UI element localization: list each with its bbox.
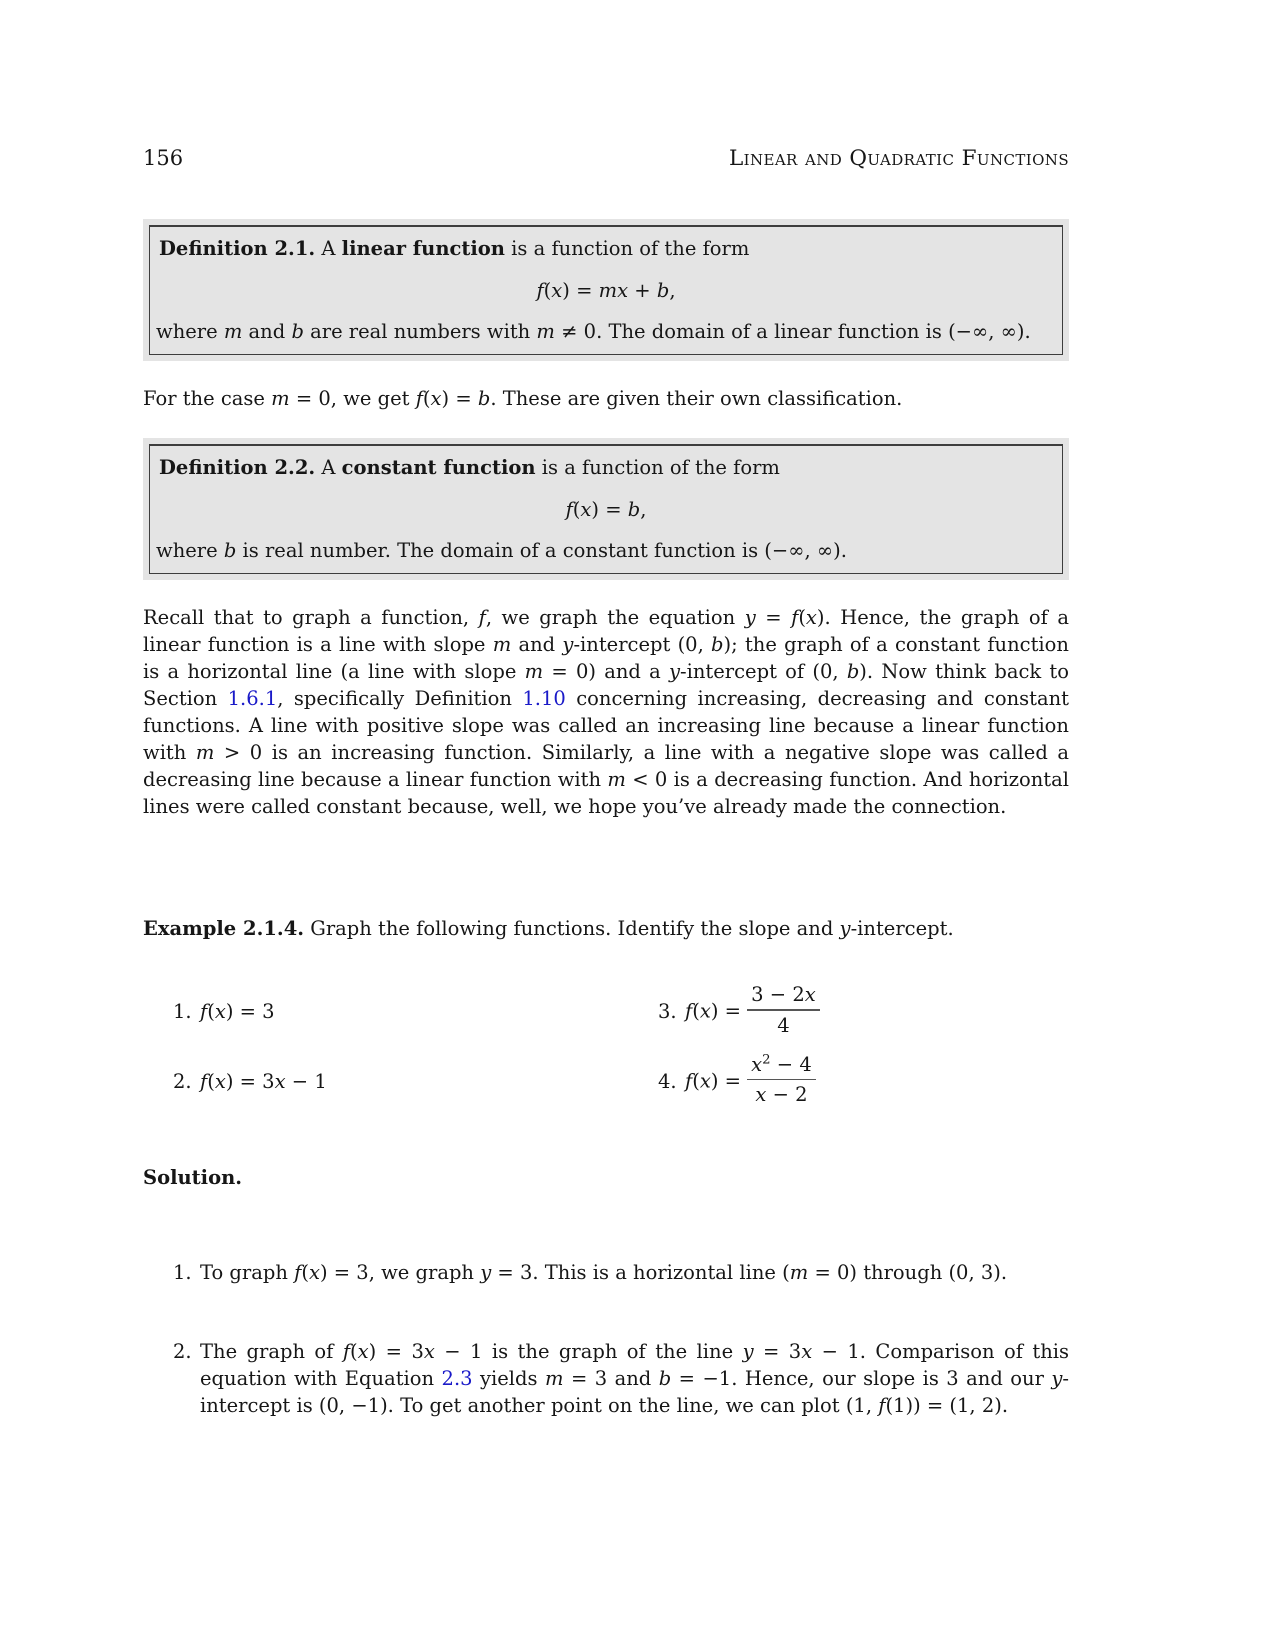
fraction-denominator [747,1082,816,1107]
definition-box-2-1 [143,219,1069,361]
math-variable: f [878,1394,886,1417]
text-run: − 1 is the graph of the line [434,1340,743,1363]
fraction-numerator [747,1052,816,1077]
fraction-bar [747,1009,820,1011]
math-variable: f [685,1068,693,1092]
text-run: concerning increasing, decreasing and constant functions. A line with positive slope was called an increasing line because a linear function with [143,687,1069,764]
text-run: Definition 2.1. [159,237,316,260]
math-variable: x [308,1261,320,1284]
text-run: ≠ 0. The domain of a linear function is (−∞, ∞). [554,320,1031,343]
problem-expression [200,998,275,1025]
math-variable: b [477,387,491,410]
text-run: − 2 [766,1083,808,1106]
problem-expression [685,1054,816,1110]
text-run: is a function of the form [535,456,780,479]
math-variable: x [801,1340,813,1363]
fraction-denominator [747,1013,820,1038]
text-run: , [640,498,647,521]
math-variable: x [755,1083,767,1106]
text-run: ) = [591,498,628,521]
cross-reference-link[interactable]: 1.10 [522,687,566,710]
math-variable: x [699,1068,711,1092]
math-variable: y [562,633,574,656]
math-variable: x [751,1052,763,1076]
problem-expression [200,1068,327,1095]
math-variable: y [480,1261,492,1284]
math-variable: f [200,1000,208,1024]
text-run: -intercept of (0, [680,660,847,683]
math-variable: f [478,606,486,629]
definition-2-1-title [156,235,1056,262]
math-variable: m [789,1261,809,1284]
math-variable: x [423,1340,435,1363]
text-run: yields [472,1367,545,1390]
fraction [747,1052,816,1108]
problem-item-1 [143,998,643,1025]
definition-box-2-2 [143,438,1069,580]
text-run: ( [422,387,431,410]
text-run: -intercept. [850,917,954,940]
definition-box-2-2-frame [149,444,1063,574]
text-run: = 0, we get [289,387,416,410]
definition-box-2-1-frame [149,225,1063,355]
text-run: + [628,279,657,302]
math-variable: b [223,539,237,562]
problem-item-3 [643,984,1069,1040]
math-variable: y [1051,1367,1063,1390]
text-run: ) = 3 [225,1069,275,1093]
math-variable: m [271,387,290,410]
text-run: ) = [710,999,748,1023]
math-variable: x [357,1340,369,1363]
text-run: − 1 [285,1069,327,1093]
math-variable: m [223,320,243,343]
math-variable: b [658,1367,672,1390]
solution-item-text [200,1259,1069,1286]
text-run: are real numbers with [303,320,537,343]
solution-item-number: 2. [173,1340,192,1363]
text-run: The graph of [200,1340,343,1363]
solution-item-number: 1. [173,1261,192,1284]
math-variable: m [545,1367,564,1390]
text-run: ) = [562,279,599,302]
math-variable: x [214,1000,226,1024]
cross-reference-link[interactable]: 1.6.1 [227,687,278,710]
text-run: = [755,606,792,629]
text-run: ) = 3, we graph [319,1261,481,1284]
math-variable: mx [598,279,629,302]
text-run: Recall that to graph a function, [143,606,479,629]
text-run: 2 [762,1052,771,1067]
text-run: ( [350,1340,358,1363]
definition-2-1-body [156,318,1056,345]
math-variable: x [804,983,816,1006]
problems-list [143,984,1069,1109]
text-run: − 1. Comparison of this equation with Equation [200,1340,1069,1390]
solution-heading: Solution. [143,1166,243,1189]
text-run: ( [798,606,806,629]
problem-item-4 [643,1054,1069,1110]
text-run: . These are given their own classification. [490,387,903,410]
text-run: is real number. The domain of a constant function is (−∞, ∞). [236,539,847,562]
text-run: = 3 [753,1340,802,1363]
math-variable: f [685,999,693,1023]
math-variable: b [846,660,860,683]
definition-2-2-body [156,537,1056,564]
math-variable: x [580,498,592,521]
text-run: (1)) = (1, 2). [885,1394,1009,1417]
math-variable: b [711,633,724,656]
text-run: Definition 2.2. [159,456,316,479]
math-variable: m [607,768,626,791]
problem-number: 1. [173,1000,192,1024]
math-variable: f [791,606,799,629]
text-run: ). Now think back to Section [143,660,1069,710]
math-variable: f [565,498,573,521]
text-run: ( [207,1069,215,1093]
text-run: ( [692,1068,700,1092]
math-variable: b [627,498,641,521]
math-variable: x [699,999,711,1023]
math-variable: x [274,1069,286,1093]
text-run: -intercept (0, [573,633,712,656]
math-variable: x [430,387,442,410]
math-variable: f [200,1069,208,1093]
math-variable: m [492,633,512,656]
text-run: , specifically Definition [277,687,523,710]
math-variable: f [415,387,423,410]
text-run: Example 2.1.4. [143,917,305,940]
math-variable: y [742,1340,754,1363]
paragraph-recall [143,604,1069,820]
text-run: ) = [441,387,478,410]
text-run: ). Hence, the graph of a linear function is a line with slope [143,606,1069,656]
text-run: − 4 [770,1052,812,1076]
running-title: Linear and Quadratic Functions [728,146,1069,171]
text-run: constant function [341,456,536,479]
math-variable: y [744,606,756,629]
math-variable: x [805,606,817,629]
math-variable: f [294,1261,302,1284]
text-run: ) = 3 [368,1340,424,1363]
text-run: ) = 3 [225,1000,275,1024]
text-run: = 3. This is a horizontal line ( [491,1261,790,1284]
text-run: = 3 and [563,1367,659,1390]
math-variable: m [524,660,544,683]
text-run: 4 [777,1013,790,1037]
text-run: A [315,456,342,479]
text-run: ( [572,498,581,521]
math-variable: y [839,917,851,940]
math-variable: m [195,741,215,764]
page-number: 156 [143,146,184,170]
text-run: and [242,320,292,343]
math-variable: x [214,1069,226,1093]
definition-2-2-equation [156,496,1056,523]
fraction [747,982,820,1038]
definition-2-2-title [156,454,1056,481]
page-header [143,145,1069,172]
problem-number: 3. [658,1000,677,1024]
text-run: ( [301,1261,309,1284]
text-run: To graph [200,1261,295,1284]
text-run: is a function of the form [504,237,750,260]
textbook-page [143,0,1069,1419]
text-run: > 0 is an increasing function. Similarly, a line with a negative slope was called a decreasing line because a linear function with [143,741,1069,791]
text-run: where [156,539,224,562]
math-variable: b [656,279,670,302]
math-variable: m [536,320,555,343]
text-run: Graph the following functions. Identify the slope and [304,917,840,940]
text-run: = −1. Hence, our slope is 3 and our [671,1367,1052,1390]
text-run: A [315,237,342,260]
problem-expression [685,984,820,1040]
example-heading [143,915,1069,942]
definition-2-1-equation [156,277,1056,304]
math-variable: f [342,1340,351,1363]
fraction-bar [747,1079,816,1081]
problem-item-2 [143,1068,643,1095]
solution-item-text [200,1338,1069,1419]
text-run: ) = [710,1068,748,1092]
text-run: , we graph the equation [485,606,745,629]
text-run: ( [207,1000,215,1024]
math-variable: f [536,279,544,302]
text-run: = 0) and a [543,660,670,683]
text-run: , [669,279,676,302]
fraction-numerator [747,982,820,1007]
problem-number: 4. [658,1069,677,1093]
text-run: = 0) through (0, 3). [808,1261,1008,1284]
text-run: For the case [143,387,272,410]
text-run: where [156,320,224,343]
text-run: 3 − 2 [751,983,805,1006]
text-run: -intercept is (0, −1). To get another point on the line, we can plot (1, [200,1367,1069,1417]
text-run: ); the graph of a constant function is a horizontal line (a line with slope [143,633,1069,683]
text-run: ( [543,279,552,302]
text-run: linear function [341,237,505,260]
math-variable: b [291,320,304,343]
problem-number: 2. [173,1069,192,1093]
text-run: ( [692,999,700,1023]
solution-item-1 [143,1259,1069,1286]
solution-item-2 [143,1338,1069,1419]
math-variable: y [669,660,681,683]
cross-reference-link[interactable]: 2.3 [441,1367,473,1390]
math-variable: x [551,279,563,302]
paragraph-constant-case [143,385,1069,412]
text-run: and [511,633,563,656]
text-run: < 0 is a decreasing function. And horizontal lines were called constant because, well, we hope you’ve already made the connection. [143,768,1069,818]
